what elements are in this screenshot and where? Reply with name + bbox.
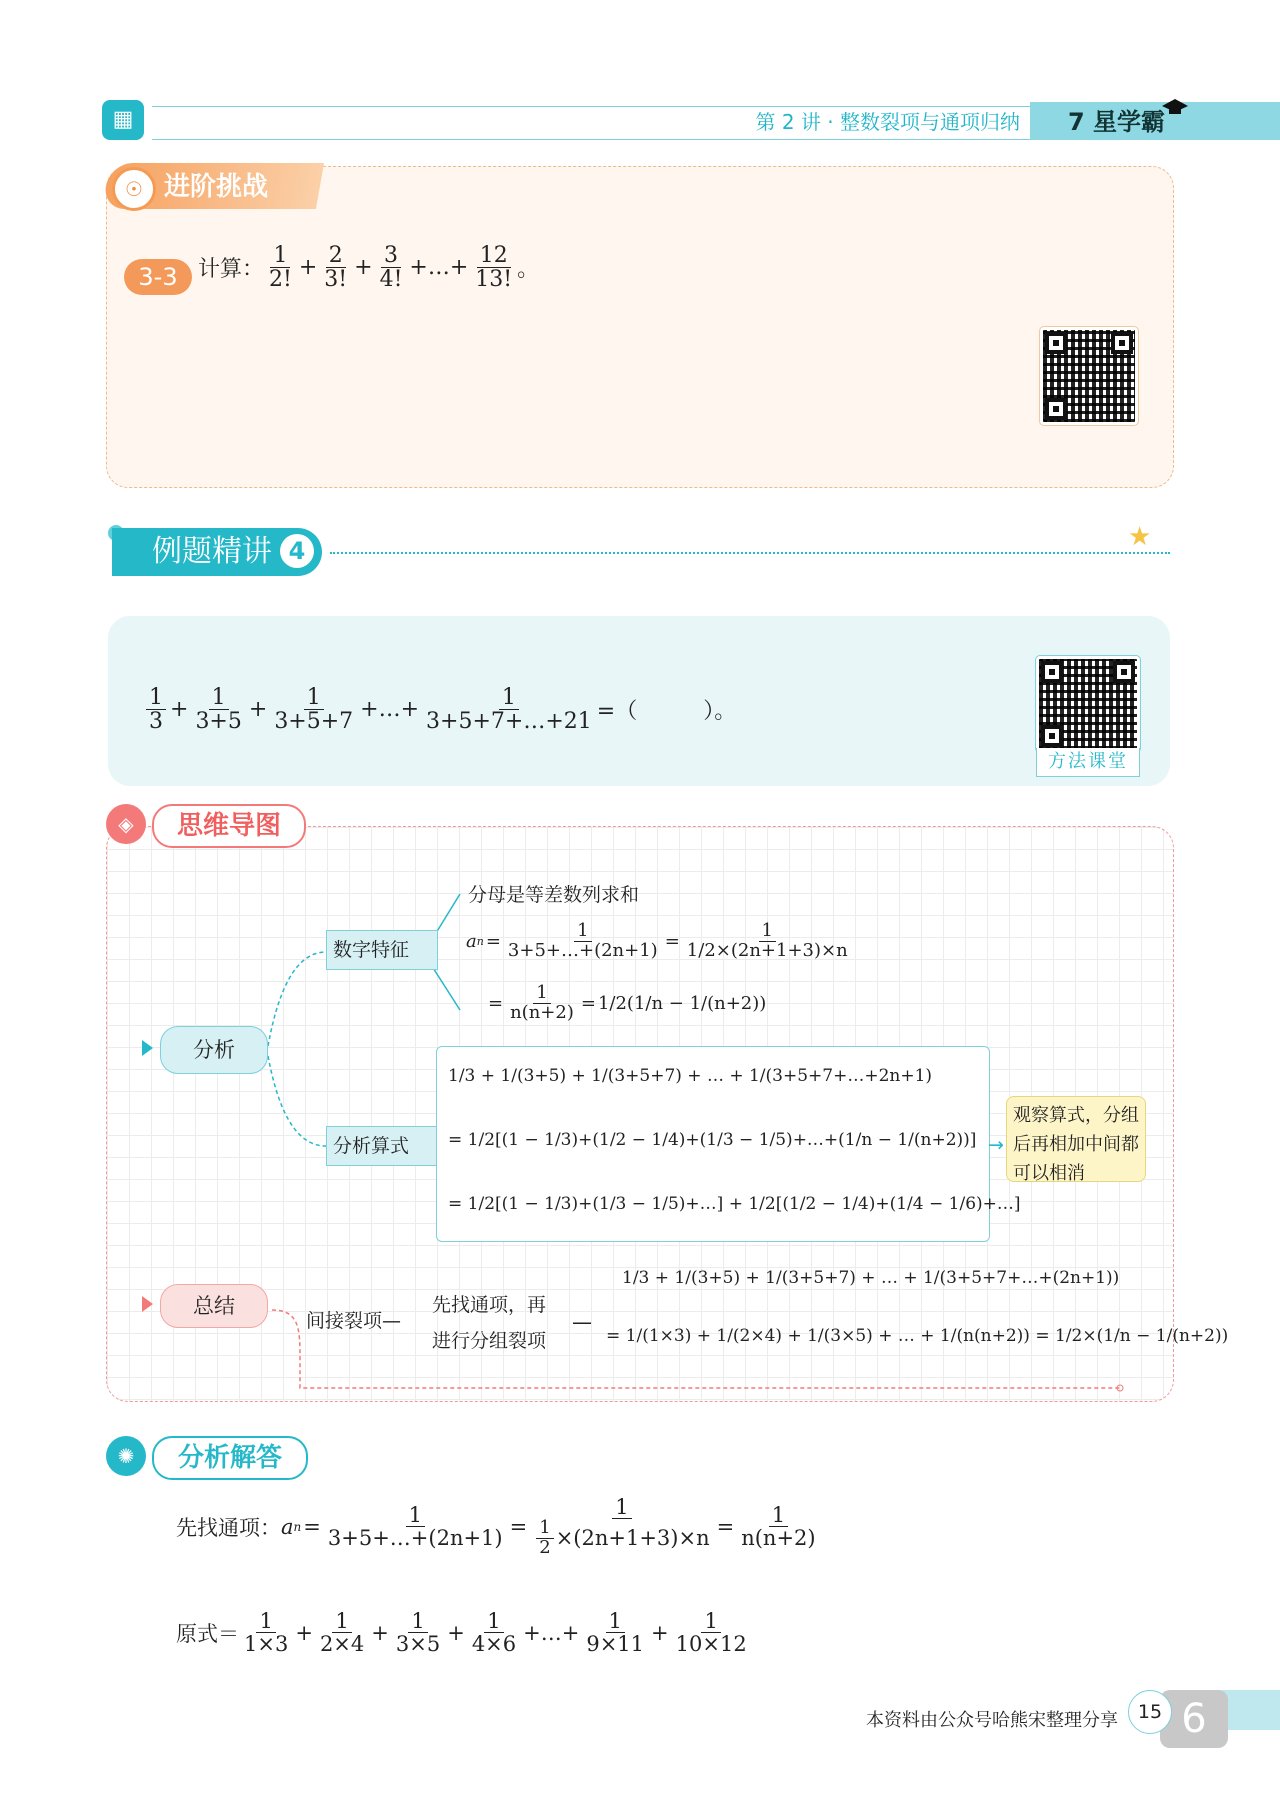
period: 。 — [517, 257, 540, 283]
mindmap-tab-label: 思维导图 — [152, 804, 306, 848]
summary-node: 总结 — [160, 1284, 268, 1328]
challenge-panel — [106, 166, 1174, 488]
analysis-line-1: 先找通项： a n = $\frac{1}{3+5+\dots+(2n+1)}$ = 1 $\frac{1}{2}$ ×(2n+1+3)×n = $\frac{1}{n(n+2)}$ — [176, 1496, 821, 1558]
fraction: $\frac{1}{9\times 11}$ — [586, 1609, 645, 1657]
summary-step-2: 进行分组裂项 — [432, 1330, 547, 1352]
star-icon: ★ — [1128, 522, 1152, 552]
ellipsis: +…+ — [409, 255, 469, 281]
calculator-icon: ▦ — [102, 100, 144, 140]
fraction: $\frac{1}{3\times 5}$ — [395, 1609, 441, 1657]
arrow-right-icon: → — [988, 1134, 1004, 1156]
analysis-tab-label: 分析解答 — [152, 1436, 308, 1480]
fraction: $\frac{1}{1/2\times(2n+1+3)\times n}$ — [686, 920, 848, 961]
calc-line-3: = 1/2[(1 − 1/3)+(1/3 − 1/5)+…] + 1/2[(1/2 − 1/4)+(1/4 − 1/6)+…] — [448, 1194, 1021, 1214]
fraction: $\frac{1}{3+5+\dots+(2n+1)}$ — [507, 920, 658, 961]
fraction: $\frac{1}{10\times 12}$ — [675, 1609, 747, 1657]
fraction: $\frac{1}{2\times 4}$ — [319, 1609, 365, 1657]
graduation-cap-icon — [1160, 96, 1190, 120]
summary-step-1: 先找通项，再 — [432, 1294, 547, 1316]
bulb-icon: ✺ — [106, 1436, 146, 1476]
fraction: $\frac{1}{n(n+2)}$ — [741, 1503, 816, 1551]
ellipsis: +…+ — [360, 697, 420, 723]
conclusion-note: 观察算式，分组后再相加中间都可以相消 — [1006, 1096, 1146, 1182]
lightbulb-icon: ☉ — [112, 167, 156, 211]
calc-line-2: = 1/2[(1 − 1/3)+(1/2 − 1/4)+(1/3 − 1/5)+…+(1/n − 1/(n+2))] — [448, 1130, 977, 1150]
fraction: $\frac{1}{2!}$ — [269, 243, 292, 293]
general-term-simplified: = $\frac{1}{n(n+2)}$ = 1/2(1/n − 1/(n+2)) — [488, 982, 767, 1023]
method-qr-code[interactable] — [1036, 656, 1140, 752]
arrow-right-icon — [142, 1296, 153, 1312]
summary-line-2: = 1/(1×3) + 1/(2×4) + 1/(3×5) + … + 1/(n(n+2)) = 1/2×(1/n − 1/(n+2)) — [606, 1326, 1229, 1346]
page-number: 15 — [1128, 1690, 1172, 1734]
fraction: $\frac{12}{13!}$ — [475, 243, 513, 293]
summary-method: 间接裂项— — [306, 1310, 402, 1332]
calc-line-1: 1/3 + 1/(3+5) + 1/(3+5+7) + … + 1/(3+5+7+…+2n+1) — [448, 1066, 933, 1086]
summary-dash: — — [572, 1310, 592, 1334]
fraction: $\frac{1}{3}$ — [146, 686, 166, 733]
fraction: $\frac{1}{3+5+7+\dots+21}$ — [426, 685, 592, 735]
cube-icon: ◈ — [106, 804, 146, 844]
fraction: 1 $\frac{1}{2}$ ×(2n+1+3)×n — [531, 1496, 712, 1558]
analysis-line-2: 原式＝ $\frac{1}{1\times 3}$ + $\frac{1}{2\times 4}$ + $\frac{1}{3\times 5}$ + $\frac{1}{4\times 6}$ +…+ $\frac{1}{9\times 11}$ + $\frac{1}{10\times 12}$ — [176, 1610, 752, 1655]
analysis-node: 分析 — [160, 1026, 268, 1074]
example-number: 4 — [280, 534, 314, 568]
example-expression: $\frac{1}{3}$ + $\frac{1}{3+5}$ + $\frac{1}{3+5+7}$ +…+ $\frac{1}{3+5+7+\dots+21}$ =（ ）。 — [144, 686, 736, 733]
challenge-expression: 计算： $\frac{1}{2!}$ + $\frac{2}{3!}$ + $\frac{3}{4!}$ +…+ $\frac{12}{13!}$ 。 — [198, 243, 540, 293]
challenge-tab-label: 进阶挑战 — [164, 172, 269, 202]
footer-note: 本资料由公众号哈熊宋整理分享 — [866, 1710, 1118, 1731]
problem-badge: 3-3 — [124, 259, 192, 295]
qr-label: 方法课堂 — [1036, 748, 1140, 777]
fraction: $\frac{2}{3!}$ — [324, 243, 348, 293]
fraction: $\frac{1}{3+5+\dots+(2n+1)}$ — [327, 1503, 503, 1551]
feature-node: 数字特征 — [326, 930, 438, 970]
fraction: $\frac{1}{1\times 3}$ — [244, 1609, 289, 1657]
chapter-number: 6 — [1160, 1690, 1228, 1748]
summary-line-1: 1/3 + 1/(3+5) + 1/(3+5+7) + … + 1/(3+5+7+…+(2n+1)) — [622, 1268, 1120, 1288]
calc-node: 分析算式 — [326, 1126, 438, 1166]
fraction: $\frac{1}{3+5+7}$ — [274, 685, 354, 735]
banner-dotted-rule — [330, 552, 1170, 554]
feature-note: 分母是等差数列求和 — [468, 884, 640, 906]
qr-code[interactable] — [1040, 327, 1138, 425]
brand-name: 7 星学霸 — [1068, 108, 1166, 136]
fraction: $\frac{1}{3+5}$ — [195, 685, 242, 735]
example-banner-label: 例题精讲 — [152, 534, 272, 569]
answer-blank: =（ ）。 — [596, 699, 737, 725]
fraction: $\frac{1}{4\times 6}$ — [471, 1609, 517, 1657]
arrow-right-icon — [142, 1040, 153, 1056]
fraction: $\frac{3}{4!}$ — [379, 243, 403, 293]
fraction: $\frac{1}{n(n+2)}$ — [510, 982, 574, 1023]
prompt-text: 计算： — [198, 257, 265, 283]
general-term-formula: a n = $\frac{1}{3+5+\dots+(2n+1)}$ = $\frac{1}{1/2\times(2n+1+3)\times n}$ — [466, 922, 853, 961]
lecture-title: 第 2 讲 · 整数裂项与通项归纳 — [755, 110, 1020, 134]
